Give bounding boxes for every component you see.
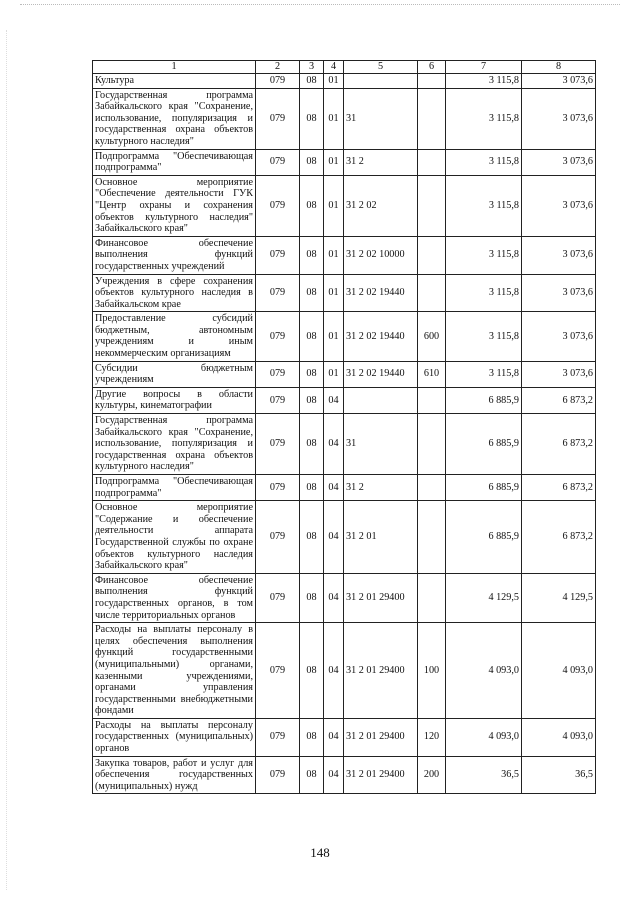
table-row [93,74,596,89]
cell-expense-type: 610 [418,361,446,387]
table-row [93,414,596,475]
table-row [93,88,596,149]
cell-amount-1: 3 115,8 [446,88,522,149]
column-header: 8 [522,61,596,74]
cell-ministry: 079 [256,414,300,475]
cell-ministry: 079 [256,623,300,719]
cell-expense-type [418,175,446,236]
cell-amount-2: 3 073,6 [522,74,596,89]
cell-section: 08 [300,718,324,756]
table-row [93,387,596,413]
budget-table [92,60,596,794]
cell-expense-type: 600 [418,312,446,361]
column-header: 6 [418,61,446,74]
cell-ministry: 079 [256,501,300,574]
cell-ministry: 079 [256,475,300,501]
cell-amount-1: 3 115,8 [446,74,522,89]
row-name: Субсидии бюджетным учреждениям [93,361,256,387]
cell-expense-type [418,387,446,413]
cell-target-code: 31 2 01 [344,501,418,574]
row-name: Подпрограмма "Обеспечивающая подпрограмма" [93,149,256,175]
cell-section: 08 [300,175,324,236]
cell-ministry: 079 [256,756,300,794]
cell-expense-type [418,573,446,622]
cell-amount-1: 4 093,0 [446,623,522,719]
cell-target-code: 31 2 01 29400 [344,718,418,756]
cell-target-code: 31 2 02 [344,175,418,236]
cell-target-code [344,74,418,89]
cell-section: 08 [300,274,324,312]
row-name: Основное мероприятие "Содержание и обеспечение деятельности аппарата Государственной службы по охране объектов культурного наследия Забайкальского края" [93,501,256,574]
cell-amount-2: 6 873,2 [522,414,596,475]
cell-target-code [344,387,418,413]
row-name: Финансовое обеспечение выполнения функций государственных органов, в том числе территориальных органов [93,573,256,622]
cell-target-code: 31 2 02 10000 [344,236,418,274]
cell-subsection: 01 [324,74,344,89]
cell-amount-2: 6 873,2 [522,475,596,501]
cell-subsection: 01 [324,274,344,312]
cell-target-code: 31 2 01 29400 [344,573,418,622]
scan-edge-left [6,30,7,890]
cell-expense-type [418,475,446,501]
table-row [93,274,596,312]
cell-amount-2: 36,5 [522,756,596,794]
cell-target-code: 31 2 02 19440 [344,274,418,312]
page-number: 148 [310,845,330,860]
table-row [93,361,596,387]
column-header: 5 [344,61,418,74]
row-name: Государственная программа Забайкальского края "Сохранение, использование, популяризация и государственная охрана объектов культурного наследия" [93,414,256,475]
cell-amount-2: 4 129,5 [522,573,596,622]
cell-amount-2: 6 873,2 [522,387,596,413]
cell-target-code: 31 2 02 19440 [344,361,418,387]
table-row [93,149,596,175]
cell-section: 08 [300,88,324,149]
table-row [93,236,596,274]
cell-ministry: 079 [256,149,300,175]
cell-amount-1: 4 093,0 [446,718,522,756]
row-name: Расходы на выплаты персоналу государственных (муниципальных) органов [93,718,256,756]
cell-amount-2: 3 073,6 [522,274,596,312]
cell-expense-type [418,501,446,574]
cell-expense-type [418,74,446,89]
cell-section: 08 [300,312,324,361]
cell-expense-type [418,414,446,475]
table-row [93,573,596,622]
cell-amount-1: 3 115,8 [446,361,522,387]
cell-subsection: 04 [324,573,344,622]
cell-target-code: 31 [344,414,418,475]
cell-amount-2: 3 073,6 [522,175,596,236]
column-header: 4 [324,61,344,74]
cell-amount-2: 4 093,0 [522,623,596,719]
cell-amount-2: 3 073,6 [522,361,596,387]
cell-target-code: 31 2 01 29400 [344,623,418,719]
cell-amount-2: 3 073,6 [522,236,596,274]
cell-amount-1: 6 885,9 [446,501,522,574]
cell-ministry: 079 [256,387,300,413]
cell-subsection: 01 [324,312,344,361]
cell-amount-1: 36,5 [446,756,522,794]
row-name: Другие вопросы в области культуры, кинематографии [93,387,256,413]
cell-subsection: 01 [324,149,344,175]
cell-subsection: 04 [324,623,344,719]
cell-subsection: 01 [324,175,344,236]
column-header: 2 [256,61,300,74]
row-name: Основное мероприятие "Обеспечение деятельности ГУК "Центр охраны и сохранения объектов культурного наследия" Забайкальского края" [93,175,256,236]
cell-section: 08 [300,236,324,274]
cell-target-code: 31 [344,88,418,149]
row-name: Финансовое обеспечение выполнения функций государственных учреждений [93,236,256,274]
table-row [93,718,596,756]
cell-section: 08 [300,475,324,501]
cell-ministry: 079 [256,236,300,274]
cell-ministry: 079 [256,88,300,149]
cell-section: 08 [300,387,324,413]
scan-edge-top [20,4,620,5]
cell-amount-2: 6 873,2 [522,501,596,574]
cell-ministry: 079 [256,361,300,387]
cell-amount-1: 3 115,8 [446,175,522,236]
column-header: 7 [446,61,522,74]
cell-amount-2: 3 073,6 [522,149,596,175]
cell-expense-type: 100 [418,623,446,719]
cell-expense-type [418,88,446,149]
cell-ministry: 079 [256,175,300,236]
table-row [93,501,596,574]
cell-expense-type [418,236,446,274]
cell-amount-2: 3 073,6 [522,88,596,149]
cell-subsection: 04 [324,387,344,413]
cell-subsection: 04 [324,756,344,794]
table-row [93,312,596,361]
table-row [93,175,596,236]
row-name: Закупка товаров, работ и услуг для обеспечения государственных (муниципальных) нужд [93,756,256,794]
cell-amount-1: 3 115,8 [446,149,522,175]
cell-section: 08 [300,573,324,622]
cell-ministry: 079 [256,74,300,89]
cell-amount-1: 6 885,9 [446,475,522,501]
cell-section: 08 [300,414,324,475]
cell-section: 08 [300,623,324,719]
cell-amount-2: 4 093,0 [522,718,596,756]
table-row [93,475,596,501]
cell-subsection: 04 [324,501,344,574]
row-name: Подпрограмма "Обеспечивающая подпрограмма" [93,475,256,501]
row-name: Культура [93,74,256,89]
cell-amount-2: 3 073,6 [522,312,596,361]
cell-section: 08 [300,74,324,89]
cell-amount-1: 6 885,9 [446,387,522,413]
cell-amount-1: 3 115,8 [446,236,522,274]
table-row [93,756,596,794]
cell-subsection: 04 [324,718,344,756]
cell-section: 08 [300,361,324,387]
row-name: Государственная программа Забайкальского края "Сохранение, использование, популяризация и государственная охрана объектов культурного наследия" [93,88,256,149]
cell-section: 08 [300,149,324,175]
cell-expense-type: 200 [418,756,446,794]
column-header: 3 [300,61,324,74]
cell-ministry: 079 [256,573,300,622]
cell-subsection: 01 [324,236,344,274]
cell-subsection: 04 [324,475,344,501]
header-row [93,61,596,74]
cell-target-code: 31 2 01 29400 [344,756,418,794]
cell-subsection: 01 [324,361,344,387]
cell-target-code: 31 2 02 19440 [344,312,418,361]
row-name: Предоставление субсидий бюджетным, автономным учреждениям и иным некоммерческим организациям [93,312,256,361]
cell-amount-1: 4 129,5 [446,573,522,622]
cell-subsection: 04 [324,414,344,475]
cell-expense-type: 120 [418,718,446,756]
cell-ministry: 079 [256,718,300,756]
cell-target-code: 31 2 [344,475,418,501]
row-name: Расходы на выплаты персоналу в целях обеспечения выполнения функций государственными (муниципальными) органами, казенными учреждениями, органами управления государственными внебюджетными фондами [93,623,256,719]
cell-amount-1: 6 885,9 [446,414,522,475]
cell-section: 08 [300,756,324,794]
cell-section: 08 [300,501,324,574]
cell-ministry: 079 [256,312,300,361]
cell-subsection: 01 [324,88,344,149]
cell-ministry: 079 [256,274,300,312]
table-row [93,623,596,719]
column-header: 1 [93,61,256,74]
cell-amount-1: 3 115,8 [446,274,522,312]
cell-expense-type [418,274,446,312]
cell-amount-1: 3 115,8 [446,312,522,361]
cell-target-code: 31 2 [344,149,418,175]
cell-expense-type [418,149,446,175]
row-name: Учреждения в сфере сохранения объектов культурного наследия в Забайкальском крае [93,274,256,312]
